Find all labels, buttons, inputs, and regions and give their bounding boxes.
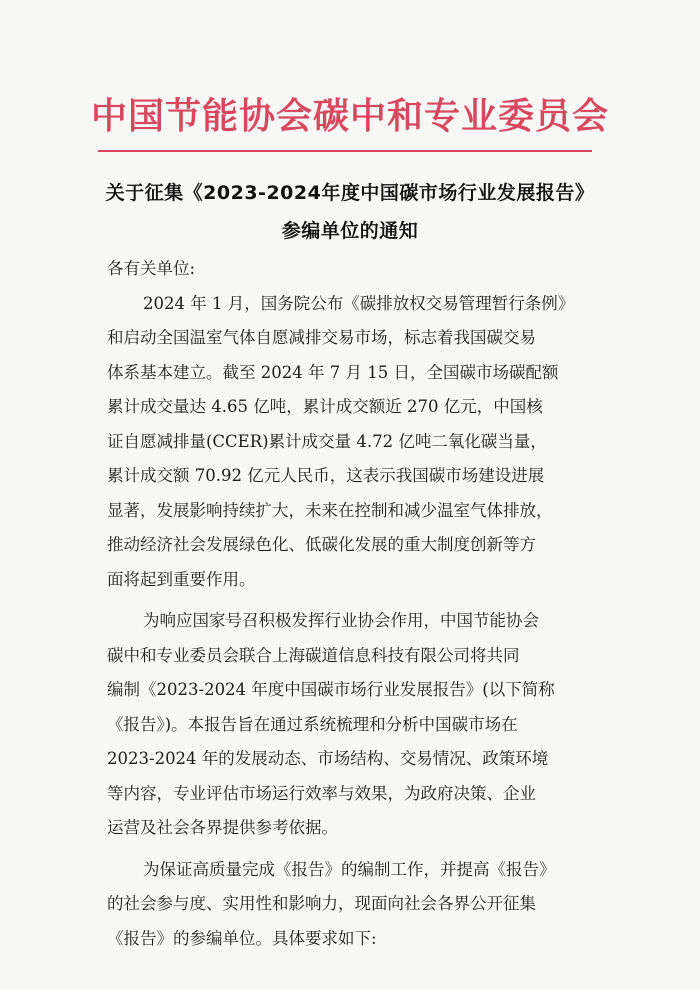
paragraph-line: 《报告》)。本报告旨在通过系统梳理和分析中国碳市场在: [107, 714, 518, 734]
paragraph-line: 等内容，专业评估市场运行效率与效果，为政府决策、企业: [107, 783, 536, 803]
notice-body: [107, 252, 591, 963]
paragraph-line: 2024 年 1 月，国务院公布《碳排放权交易管理暂行条例》: [143, 293, 575, 313]
paragraph-line: 为响应国家号召积极发挥行业协会作用，中国节能协会: [143, 611, 539, 630]
paragraph-line: 运营及社会各界提供参考依据。: [107, 818, 338, 837]
paragraph-3: [107, 853, 591, 957]
salutation: 各有关单位:: [107, 259, 196, 278]
paragraph-line: 碳中和专业委员会联合上海碳道信息科技有限公司将共同: [107, 645, 520, 665]
paragraph-line: 体系基本建立。截至 2024 年 7 月 15 日，全国碳市场碳配额: [107, 362, 559, 382]
paragraph-line: 累计成交额 70.92 亿元人民币，这表示我国碳市场建设进展: [107, 466, 545, 485]
paragraph-line: 显著，发展影响持续扩大，未来在控制和减少温室气体排放，: [107, 500, 553, 520]
paragraph-line: 推动经济社会发展绿色化、低碳化发展的重大制度创新等方: [107, 535, 536, 554]
paragraph-line: 为保证高质量完成《报告》的编制工作，并提高《报告》: [143, 859, 556, 879]
paragraph-line: 的社会参与度、实用性和影响力，现面向社会各界公开征集: [107, 894, 536, 913]
header-divider-rule: [98, 150, 592, 152]
paragraph-line: 面将起到重要作用。: [107, 569, 256, 589]
paragraph-line: 证自愿减排量(CCER)累计成交量 4.72 亿吨二氧化碳当量，: [107, 431, 547, 451]
paragraph-1: [107, 287, 591, 598]
paragraph-line: 编制《2023-2024 年度中国碳市场行业发展报告》(以下简称: [107, 680, 555, 699]
paragraph-line: 《报告》的参编单位。具体要求如下:: [107, 928, 377, 948]
notice-title-line-1: 关于征集《2023-2024年度中国碳市场行业发展报告》: [105, 182, 595, 204]
notice-title-line-2: 参编单位的通知: [281, 220, 419, 242]
paragraph-2: [107, 604, 591, 846]
paragraph-line: 2023-2024 年的发展动态、市场结构、交易情况、政策环境: [107, 749, 549, 768]
paragraph-line: 和启动全国温室气体自愿减排交易市场，标志着我国碳交易: [107, 328, 536, 347]
paragraph-line: 累计成交量达 4.65 亿吨，累计成交额近 270 亿元，中国核: [107, 397, 543, 416]
organization-header: 中国节能协会碳中和专业委员会: [90, 96, 609, 137]
